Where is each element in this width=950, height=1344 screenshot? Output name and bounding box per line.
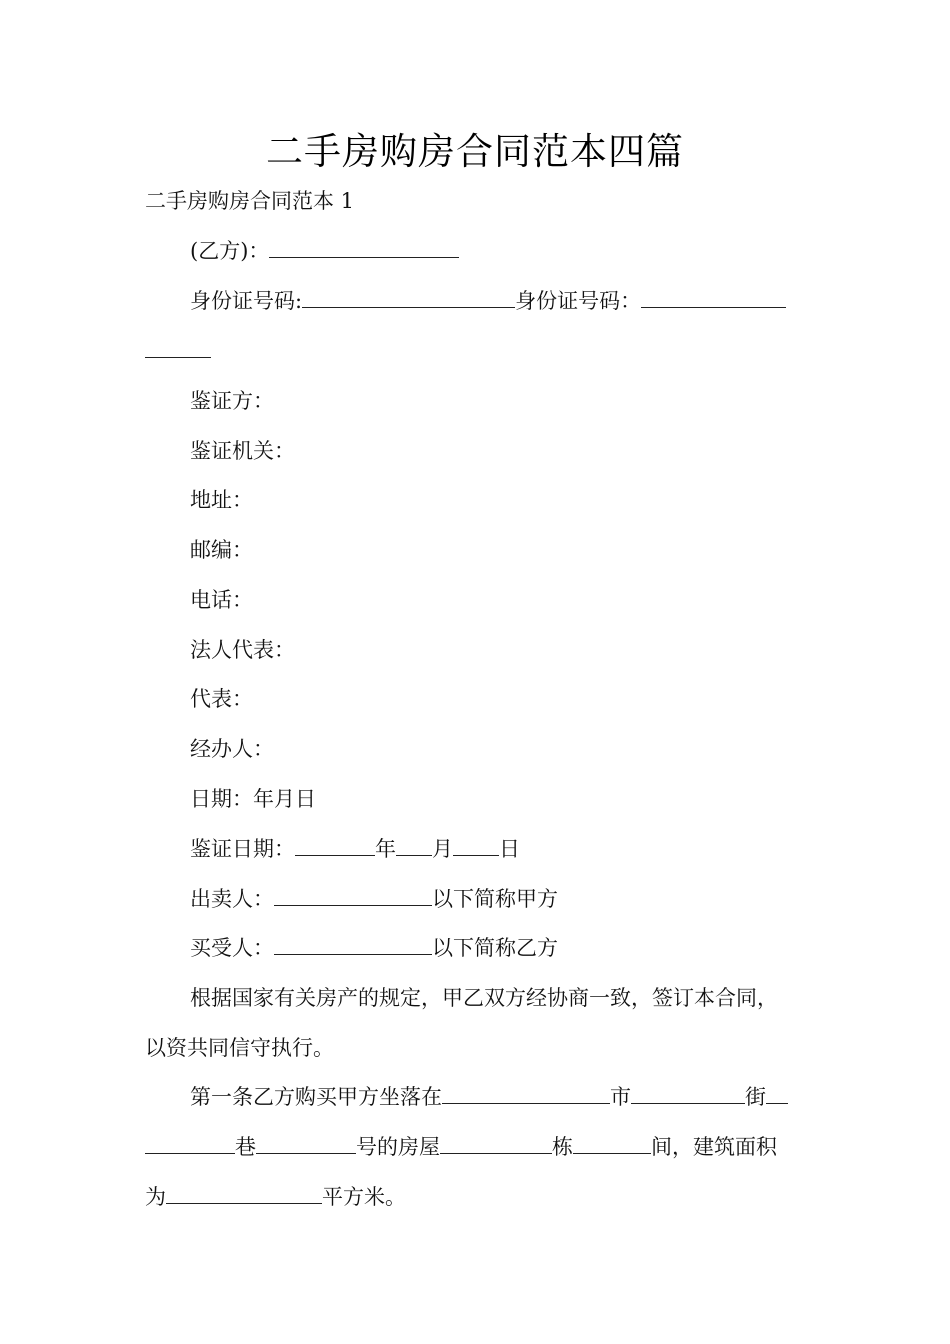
city-blank	[442, 1085, 610, 1104]
room-blank	[573, 1135, 651, 1154]
article-1-line-2	[145, 1132, 777, 1162]
notary-date-line	[190, 834, 520, 864]
paragraph-1-line-1: 根据国家有关房产的规定，甲乙双方经协商一致，签订本合同，	[190, 986, 778, 1010]
id-number-label-2: 身份证号码：	[515, 289, 642, 313]
article-1-city-label: 市	[610, 1085, 631, 1109]
id-number-blank-continued	[145, 339, 211, 358]
seller-line	[190, 884, 558, 914]
article-1-lane-label: 巷	[235, 1135, 256, 1159]
address-line: 地址：	[190, 488, 253, 512]
id-number-line	[190, 286, 786, 316]
article-1-text-a: 第一条乙方购买甲方坐落在	[190, 1085, 442, 1109]
phone-line: 电话：	[190, 588, 253, 612]
year-label: 年	[375, 837, 396, 861]
party-b-blank	[269, 239, 459, 258]
paragraph-1-line-2: 以资共同信守执行。	[145, 1036, 334, 1060]
date-line: 日期：年月日	[190, 787, 316, 811]
party-b-line	[190, 236, 459, 266]
buyer-blank	[274, 936, 432, 955]
buyer-suffix: 以下简称乙方	[432, 936, 558, 960]
id-number-blank-1	[302, 289, 515, 308]
number-blank	[256, 1135, 356, 1154]
notary-office-line: 鉴证机关：	[190, 439, 295, 463]
day-blank	[453, 837, 499, 856]
article-1-line-1	[190, 1082, 788, 1112]
article-1-house-label: 号的房屋	[356, 1135, 440, 1159]
seller-label: 出卖人：	[190, 887, 274, 911]
building-blank	[440, 1135, 552, 1154]
article-1-street-label: 街	[745, 1085, 766, 1109]
article-1-area-label: 间，建筑面积	[651, 1135, 777, 1159]
postcode-line: 邮编：	[190, 538, 253, 562]
article-1-line-3	[145, 1182, 406, 1212]
id-number-label-1: 身份证号码:	[190, 289, 303, 313]
area-blank	[166, 1185, 322, 1204]
day-label: 日	[499, 837, 520, 861]
buyer-label: 买受人：	[190, 936, 274, 960]
notary-party-line: 鉴证方：	[190, 389, 274, 413]
document-title: 二手房购房合同范本四篇	[266, 130, 684, 173]
lane-blank-start	[766, 1085, 788, 1104]
contract-subtitle: 二手房购房合同范本 1	[145, 189, 355, 213]
legal-rep-line: 法人代表：	[190, 638, 295, 662]
buyer-line	[190, 933, 558, 963]
seller-blank	[274, 887, 432, 906]
month-blank	[396, 837, 432, 856]
article-1-for-label: 为	[145, 1185, 166, 1209]
article-1-building-label: 栋	[552, 1135, 573, 1159]
street-blank	[631, 1085, 745, 1104]
party-b-label: (乙方)：	[190, 239, 270, 263]
year-blank	[295, 837, 375, 856]
id-number-blank-2	[641, 289, 786, 308]
handler-line: 经办人：	[190, 737, 274, 761]
article-1-sqm-label: 平方米。	[322, 1185, 406, 1209]
lane-blank-end	[145, 1135, 235, 1154]
month-label: 月	[432, 837, 453, 861]
representative-line: 代表：	[190, 687, 253, 711]
id-number-continuation-line	[145, 336, 211, 366]
notary-date-label: 鉴证日期：	[190, 837, 295, 861]
seller-suffix: 以下简称甲方	[432, 887, 558, 911]
